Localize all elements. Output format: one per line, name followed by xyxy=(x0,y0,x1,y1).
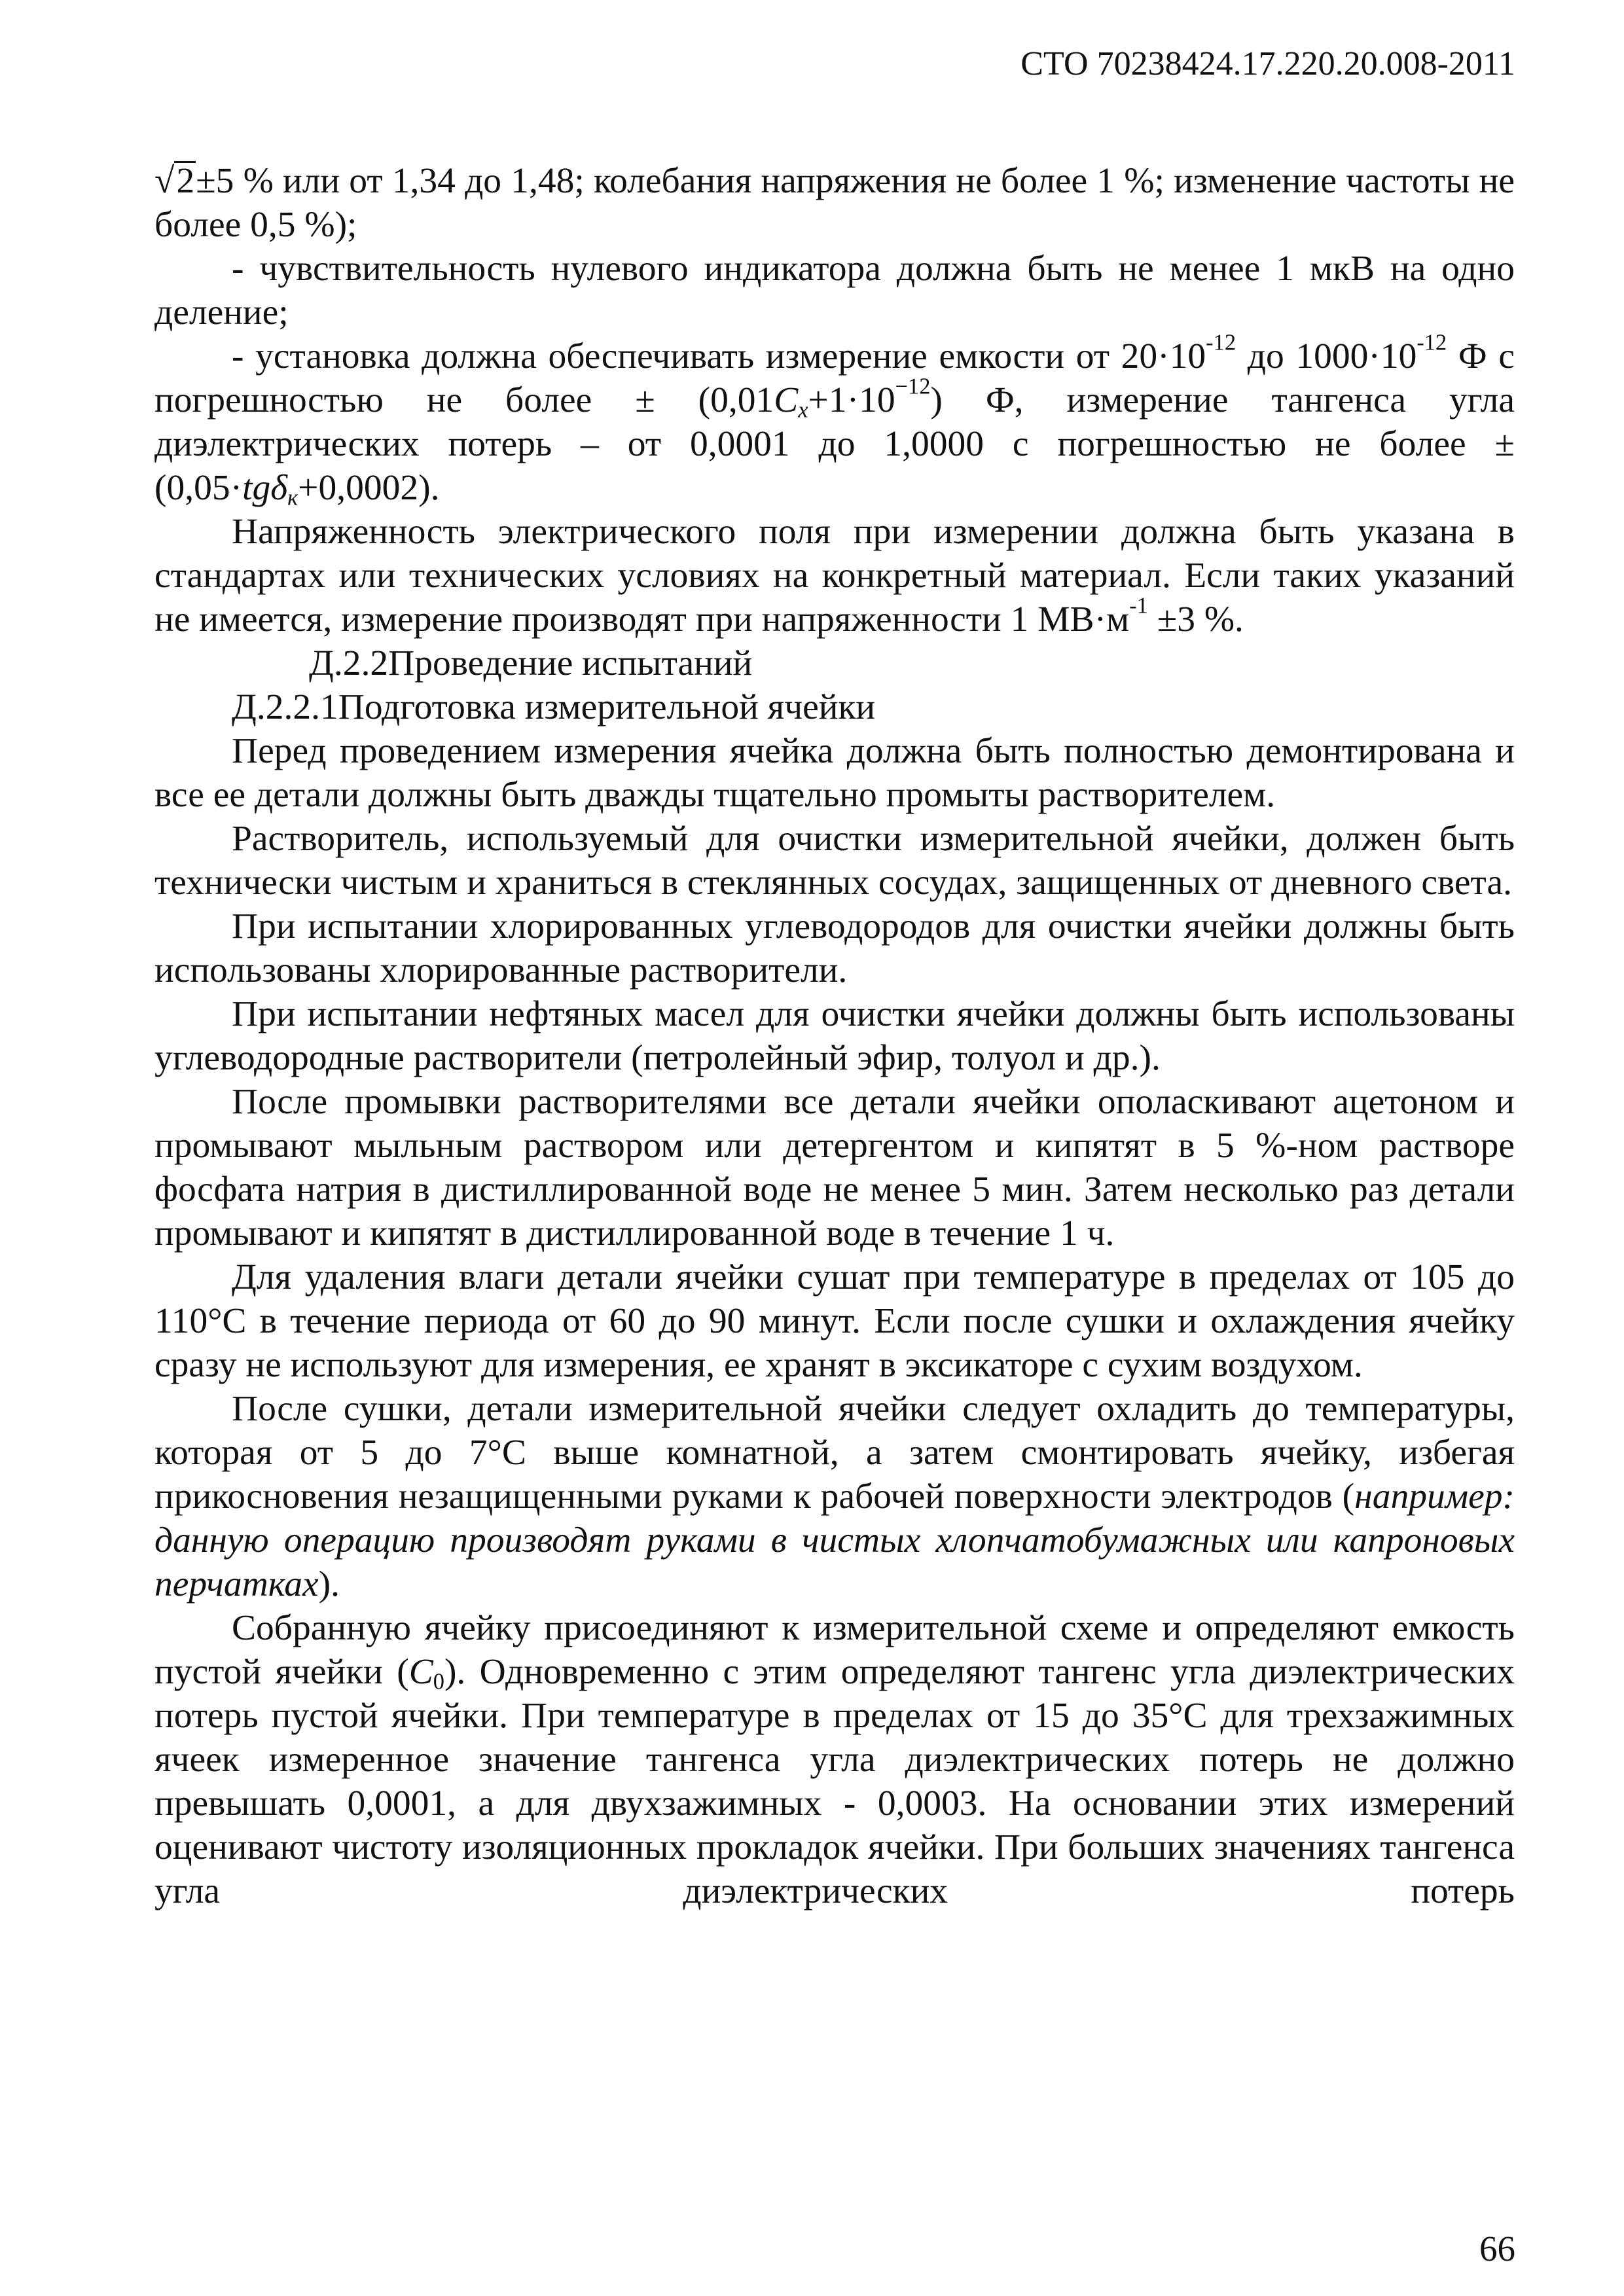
sqrt-expression xyxy=(154,159,196,203)
paragraph: При испытании хлорированных углеводородов для очистки ячейки должны быть использованы хлорированные растворители. xyxy=(154,906,1515,990)
text-run: ) Ф, измерение тангенса угла диэлектрических потерь – от 0,0001 до 1,0000 с погрешностью не более ±(0,05· xyxy=(154,380,1515,508)
math-variable: C xyxy=(774,380,799,420)
section-title: Подготовка измерительной ячейки xyxy=(338,687,876,727)
text-run: Напряженность электрического поля при измерении должна быть указана в стандартах или технических условиях на конкретный материал. Если таких указаний не имеется, измерение производят при напряженности 1 МВ·м xyxy=(154,512,1515,639)
superscript: -12 xyxy=(1206,330,1236,355)
text-run: ). xyxy=(318,1564,340,1604)
text-run: Ф с погрешностью не более ± (0,01 xyxy=(154,336,1515,420)
page-number: 66 xyxy=(1479,2229,1515,2269)
section-number: Д.2.2 xyxy=(309,643,389,683)
sqrt-sign: √ xyxy=(154,161,175,201)
text-run: +0,0002). xyxy=(298,468,440,508)
paragraph: Перед проведением измерения ячейка должна быть полностью демонтирована и все ее детали должны быть дважды тщательно промыты растворителем. xyxy=(154,731,1515,815)
section-title: Проведение испытаний xyxy=(388,643,753,683)
superscript: -12 xyxy=(1416,330,1447,355)
text-run: Собранную ячейку присоединяют к измерительной схеме и определяют емкость пустой ячейки ( xyxy=(154,1608,1515,1692)
subscript: к xyxy=(287,485,298,511)
text-run: ±3 %. xyxy=(1147,600,1244,639)
subsection-heading xyxy=(154,685,1515,729)
paragraph: Растворитель, используемый для очистки измерительной ячейки, должен быть технически чистым и храниться в стеклянных сосудах, защищенных от дневного света. xyxy=(154,819,1515,903)
superscript: -1 xyxy=(1129,593,1148,619)
text-run: - установка должна обеспечивать измерение емкости от 20·10 xyxy=(232,336,1206,376)
paragraph xyxy=(154,330,1515,511)
section-number: Д.2.2.1 xyxy=(232,687,338,727)
math-variable: tgδ xyxy=(242,468,288,508)
paragraph xyxy=(154,1606,1515,1913)
paragraph xyxy=(154,159,1515,247)
text-run: ). Одновременно с этим определяют тангенс угла диэлектрических потерь пустой ячейки. При температуре в пределах от 15 до 35°С для трехзажимных ячеек измеренное значение тангенса угла диэлектрических потерь не должно превышать 0,0001, а для двухзажимных - 0,0003. На основании этих измерений оценивают чистоту изоляционных прокладок ячейки. При больших значениях тангенса угла диэлектрических потерь xyxy=(154,1652,1515,1911)
paragraph-text: ±5 % или от 1,34 до 1,48; колебания напряжения не более 1 %; изменение частоты не более 0,5 %); xyxy=(154,161,1515,245)
paragraph: - чувствительность нулевого индикатора должна быть не менее 1 мкВ на одно деление; xyxy=(154,249,1515,332)
section-heading xyxy=(154,641,1515,685)
text-run: После сушки, детали измерительной ячейки следует охладить до температуры, которая от 5 до 7°С выше комнатной, а затем смонтировать ячейку, избегая прикосновения незащищенными руками к рабочей поверхности электродов ( xyxy=(154,1389,1515,1516)
subscript: 0 xyxy=(433,1669,444,1695)
text-run: до 1000·10 xyxy=(1236,336,1417,376)
document-code-header: СТО 70238424.17.220.20.008-2011 xyxy=(1020,45,1515,82)
paragraph: После промывки растворителями все детали ячейки ополаскивают ацетоном и промывают мыльным раствором или детергентом и кипятят в 5 %-ном растворе фосфата натрия в дистиллированной воде не менее 5 мин. Затем несколько раз детали промывают и кипятят в дистиллированной воде в течение 1 ч. xyxy=(154,1082,1515,1253)
paragraph xyxy=(154,510,1515,641)
document-body xyxy=(154,159,1515,1913)
italic-example: например: данную операцию производят руками в чистых хлопчатобумажных или капроновых перчатках xyxy=(154,1477,1515,1604)
math-variable: C xyxy=(408,1652,433,1692)
sqrt-radicand: 2 xyxy=(174,161,196,200)
paragraph: При испытании нефтяных масел для очистки ячейки должны быть использованы углеводородные растворители (петролейный эфир, толуол и др.). xyxy=(154,994,1515,1078)
superscript: −12 xyxy=(895,374,931,399)
paragraph: Для удаления влаги детали ячейки сушат при температуре в пределах от 105 до 110°С в течение периода от 60 до 90 минут. Если после сушки и охлаждения ячейку сразу не используют для измерения, ее хранят в эксикаторе с сухим воздухом. xyxy=(154,1257,1515,1385)
subscript: x xyxy=(798,397,808,423)
paragraph xyxy=(154,1387,1515,1606)
text-run: +1·10 xyxy=(808,380,895,420)
